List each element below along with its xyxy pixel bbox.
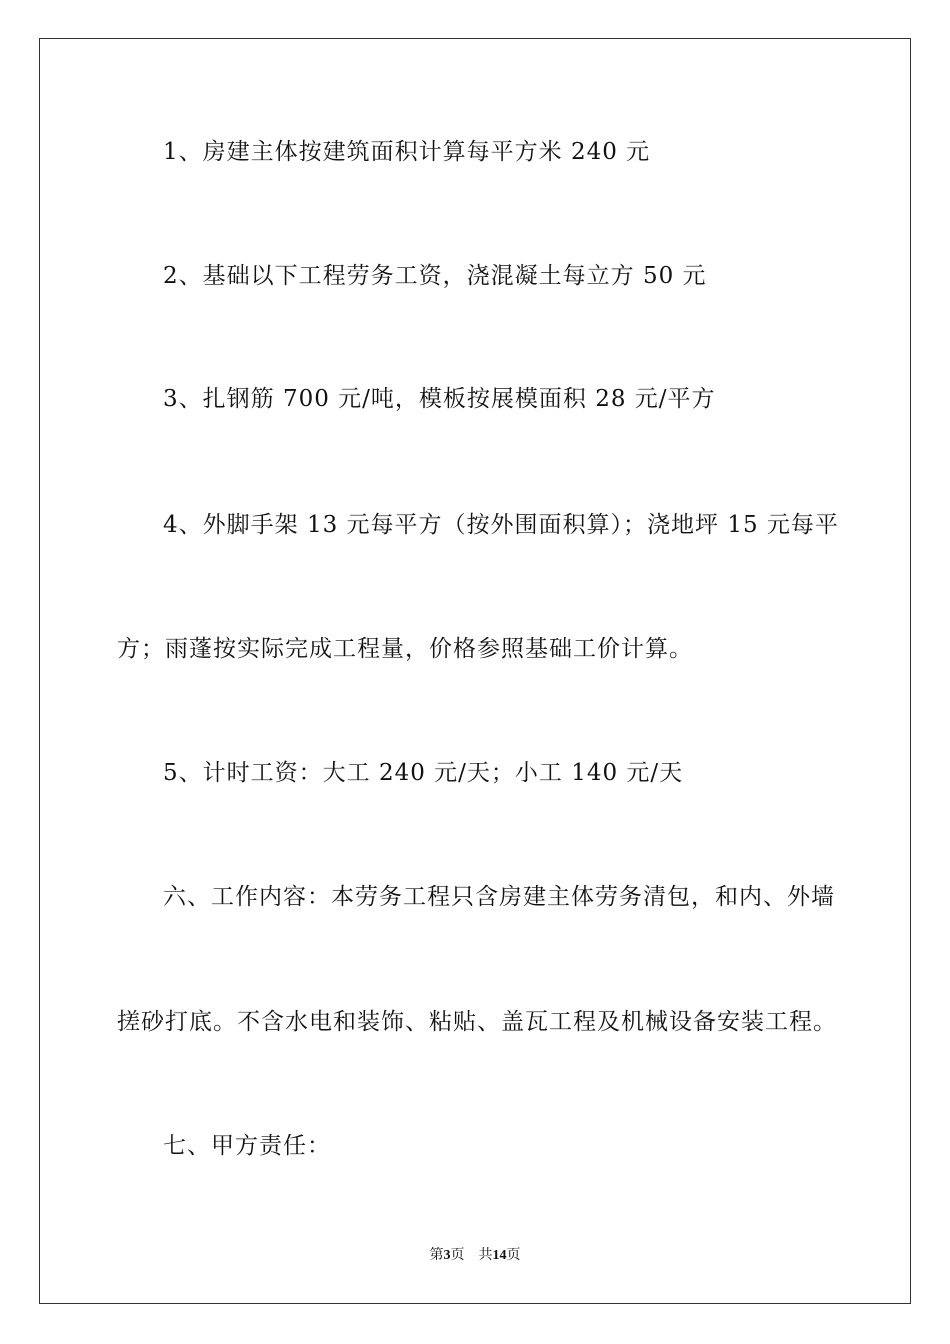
total-prefix: 共 bbox=[478, 1248, 493, 1263]
paragraph-item-4: 4、外脚手架 13 元每平方（按外围面积算）；浇地坪 15 元每平 bbox=[163, 512, 839, 538]
page-footer bbox=[0, 1247, 950, 1265]
page-border bbox=[39, 38, 911, 1304]
paragraph-item-5: 5、计时工资：大工 240 元/天；小工 140 元/天 bbox=[163, 760, 684, 786]
paragraph-item-2: 2、基础以下工程劳务工资，浇混凝土每立方 50 元 bbox=[163, 263, 707, 289]
paragraph-section-6: 六、工作内容：本劳务工程只含房建主体劳务清包，和内、外墙 bbox=[163, 884, 835, 910]
paragraph-item-1: 1、房建主体按建筑面积计算每平方米 240 元 bbox=[163, 139, 651, 165]
total-pages-number: 14 bbox=[492, 1248, 507, 1263]
paragraph-item-4-continued: 方；雨蓬按实际完成工程量，价格参照基础工价计算。 bbox=[117, 636, 693, 662]
paragraph-item-3: 3、扎钢筋 700 元/吨，模板按展模面积 28 元/平方 bbox=[163, 386, 716, 412]
paragraph-section-7-heading: 七、甲方责任： bbox=[163, 1133, 331, 1159]
total-suffix: 页 bbox=[506, 1248, 521, 1263]
current-page-number: 3 bbox=[443, 1248, 451, 1263]
paragraph-section-6-continued: 搓砂打底。不含水电和装饰、粘贴、盖瓦工程及机械设备安装工程。 bbox=[117, 1009, 837, 1035]
page-suffix: 页 bbox=[450, 1248, 465, 1263]
page-prefix: 第 bbox=[429, 1248, 444, 1263]
